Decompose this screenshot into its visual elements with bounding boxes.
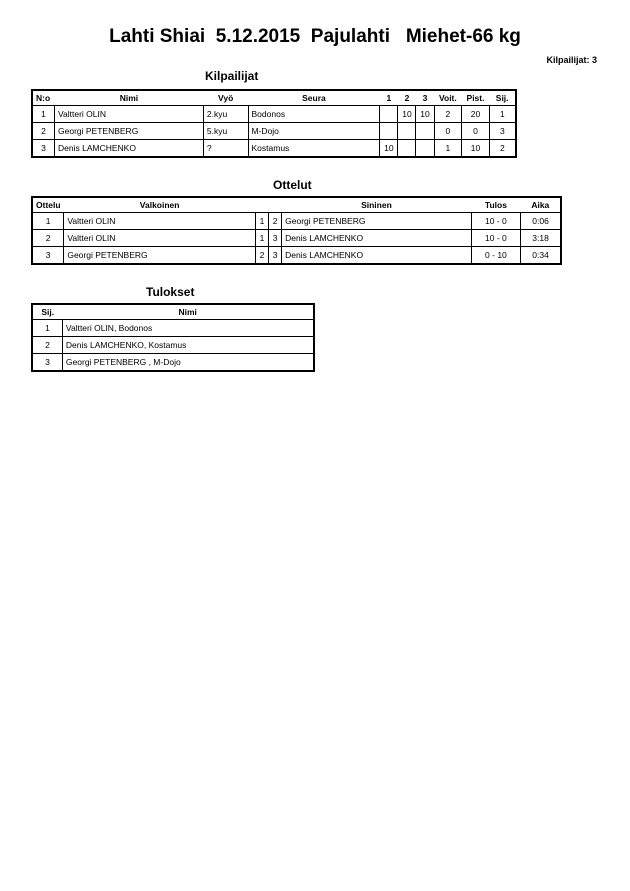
competitor-points: 0	[462, 123, 490, 140]
competitors-header-row	[32, 90, 516, 106]
competitor-belt: 2.kyu	[203, 106, 248, 123]
header-place: Sij.	[32, 304, 62, 320]
results-table	[31, 303, 315, 372]
header-match-no: Ottelu	[32, 197, 64, 213]
match-result: 10 - 0	[471, 213, 520, 230]
round-score: 10	[416, 106, 434, 123]
header-name: Nimi	[62, 304, 314, 320]
blue-player-no: 3	[269, 230, 282, 247]
competitor-points: 20	[462, 106, 490, 123]
table-row	[32, 123, 516, 140]
blue-player-no: 2	[269, 213, 282, 230]
match-result: 10 - 0	[471, 230, 520, 247]
header-club: Seura	[248, 90, 380, 106]
competitor-club: Bodonos	[248, 106, 380, 123]
header-white: Valkoinen	[64, 197, 256, 213]
header-place: Sij.	[489, 90, 516, 106]
header-round-1: 1	[380, 90, 398, 106]
table-row	[32, 337, 314, 354]
round-score	[416, 140, 434, 158]
white-player-no: 1	[255, 230, 268, 247]
competitor-name: Georgi PETENBERG	[55, 123, 204, 140]
competitor-belt: ?	[203, 140, 248, 158]
competitor-no: 3	[32, 140, 55, 158]
round-score	[398, 123, 416, 140]
header-time: Aika	[521, 197, 561, 213]
header-round-2: 2	[398, 90, 416, 106]
round-score	[398, 140, 416, 158]
round-score	[380, 106, 398, 123]
result-place: 2	[32, 337, 62, 354]
match-no: 2	[32, 230, 64, 247]
competitors-table	[31, 89, 517, 158]
match-result: 0 - 10	[471, 247, 520, 265]
header-round-3: 3	[416, 90, 434, 106]
matches-table	[31, 196, 562, 265]
competitors-heading: Kilpailijat	[205, 69, 259, 83]
competitor-place: 3	[489, 123, 516, 140]
header-name: Nimi	[55, 90, 204, 106]
round-score: 10	[380, 140, 398, 158]
white-player-no: 2	[255, 247, 268, 265]
header-points: Pist.	[462, 90, 490, 106]
competitor-club: M-Dojo	[248, 123, 380, 140]
competitor-no: 2	[32, 123, 55, 140]
blue-player: Denis LAMCHENKO	[282, 230, 472, 247]
competitor-wins: 2	[434, 106, 462, 123]
match-time: 0:34	[521, 247, 561, 265]
header-wins: Voit.	[434, 90, 462, 106]
header-result: Tulos	[471, 197, 520, 213]
competitor-wins: 0	[434, 123, 462, 140]
competitor-name: Valtteri OLIN	[55, 106, 204, 123]
table-row	[32, 354, 314, 372]
competitor-points: 10	[462, 140, 490, 158]
results-heading: Tulokset	[146, 285, 195, 299]
competitor-wins: 1	[434, 140, 462, 158]
result-name: Georgi PETENBERG , M-Dojo	[62, 354, 314, 372]
table-row	[32, 230, 561, 247]
header-belt: Vyö	[203, 90, 248, 106]
white-player-no: 1	[255, 213, 268, 230]
table-row	[32, 140, 516, 158]
competitor-place: 1	[489, 106, 516, 123]
match-no: 3	[32, 247, 64, 265]
table-row	[32, 213, 561, 230]
competitor-belt: 5.kyu	[203, 123, 248, 140]
competitor-name: Denis LAMCHENKO	[55, 140, 204, 158]
result-name: Valtteri OLIN, Bodonos	[62, 320, 314, 337]
matches-header-row	[32, 197, 561, 213]
result-name: Denis LAMCHENKO, Kostamus	[62, 337, 314, 354]
table-row	[32, 106, 516, 123]
competitor-club: Kostamus	[248, 140, 380, 158]
matches-heading: Ottelut	[273, 178, 312, 192]
match-time: 3:18	[521, 230, 561, 247]
competitor-place: 2	[489, 140, 516, 158]
match-no: 1	[32, 213, 64, 230]
results-header-row	[32, 304, 314, 320]
table-row	[32, 247, 561, 265]
round-score	[380, 123, 398, 140]
result-place: 3	[32, 354, 62, 372]
white-player: Georgi PETENBERG	[64, 247, 256, 265]
round-score	[416, 123, 434, 140]
blue-player-no: 3	[269, 247, 282, 265]
competitor-no: 1	[32, 106, 55, 123]
round-score: 10	[398, 106, 416, 123]
page-title: Lahti Shiai 5.12.2015 Pajulahti Miehet-66 kg	[109, 26, 521, 47]
blue-player: Denis LAMCHENKO	[282, 247, 472, 265]
white-player: Valtteri OLIN	[64, 213, 256, 230]
match-time: 0:06	[521, 213, 561, 230]
header-blue: Sininen	[282, 197, 472, 213]
header-no: N:o	[32, 90, 55, 106]
blue-player: Georgi PETENBERG	[282, 213, 472, 230]
white-player: Valtteri OLIN	[64, 230, 256, 247]
competitor-count: Kilpailijat: 3	[546, 55, 597, 65]
result-place: 1	[32, 320, 62, 337]
table-row	[32, 320, 314, 337]
